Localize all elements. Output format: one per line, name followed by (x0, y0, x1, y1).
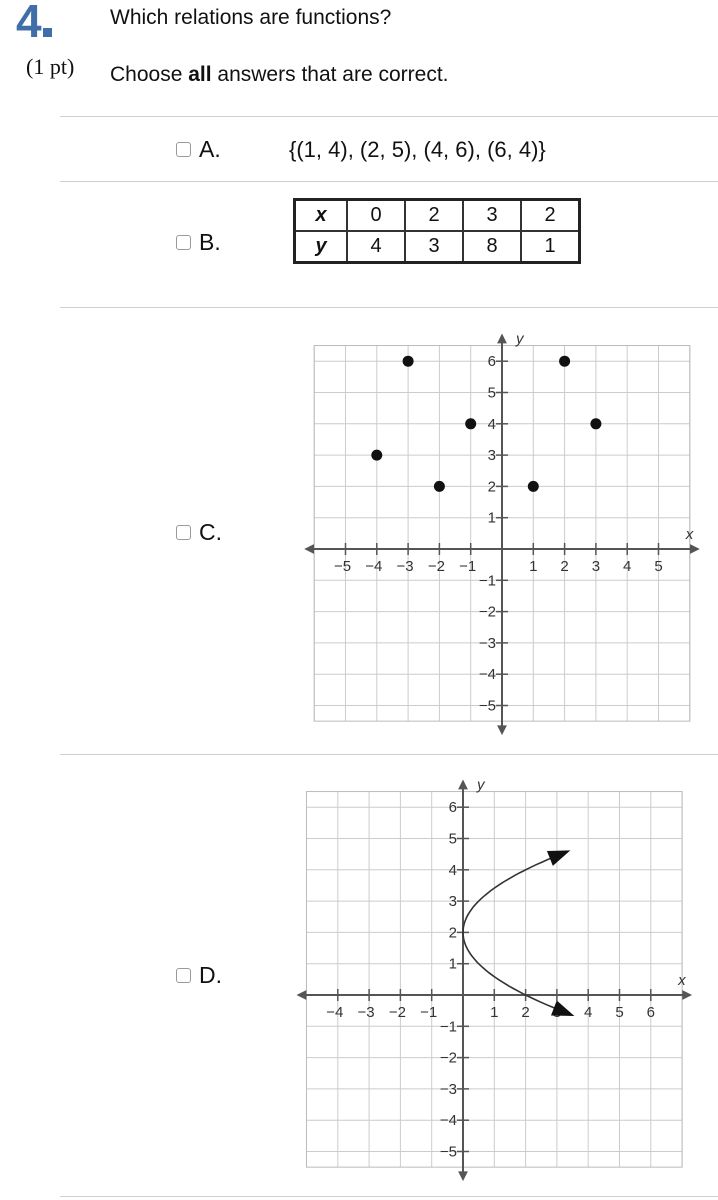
x-tick-label: 1 (529, 558, 538, 575)
x-tick-label: 2 (521, 1004, 530, 1021)
y-tick-label: −5 (478, 697, 496, 715)
option-a-set: {(1, 4), (2, 5), (4, 6), (6, 4)} (289, 137, 546, 162)
x-tick-label: −1 (459, 558, 477, 575)
x-axis-label: x (678, 972, 686, 989)
x-axis-arrow (682, 990, 692, 1000)
x-tick-label: −1 (420, 1004, 438, 1021)
graph-curve (463, 854, 565, 1012)
x-tick-label: −3 (396, 558, 414, 575)
option-c-letter: C. (199, 519, 222, 545)
option-b-letter: B. (199, 229, 221, 255)
x-tick-label: 6 (646, 1004, 655, 1021)
table-cell: 0 (347, 200, 405, 232)
x-tick-label: 4 (584, 1004, 593, 1021)
y-tick-label: 3 (487, 447, 496, 465)
question-text: Which relations are functions? (110, 6, 392, 29)
option-a-letter: A. (199, 136, 221, 162)
x-tick-label: −4 (365, 558, 383, 575)
instruction-bold: all (188, 63, 212, 86)
divider (60, 1196, 718, 1197)
y-tick-label: −2 (439, 1049, 457, 1067)
table-header-y: y (295, 231, 348, 263)
y-axis-arrow (458, 1171, 468, 1181)
y-tick-label: 6 (448, 799, 457, 817)
y-tick-label: −1 (439, 1018, 457, 1036)
y-tick-label: −5 (439, 1143, 457, 1161)
y-tick-label: 5 (448, 830, 457, 848)
table-cell: 8 (463, 231, 521, 263)
table-cell: 2 (405, 200, 463, 232)
y-axis-label: y (516, 330, 524, 348)
y-tick-label: 2 (448, 924, 457, 942)
y-tick-label: −4 (439, 1112, 457, 1130)
y-tick-label: −3 (478, 634, 496, 652)
x-tick-label: −3 (357, 1004, 375, 1021)
y-axis-arrow (458, 780, 468, 790)
curve-arrow (547, 850, 570, 866)
y-tick-label: −1 (478, 572, 496, 590)
y-tick-label: 5 (487, 384, 496, 402)
curve-arrow (551, 1001, 574, 1016)
table-cell: 3 (405, 231, 463, 263)
table-header-x: x (295, 200, 348, 232)
y-tick-label: 3 (448, 893, 457, 911)
y-tick-label: −2 (478, 603, 496, 621)
y-tick-label: 2 (487, 478, 496, 496)
x-axis-label: x (685, 526, 694, 543)
x-tick-label: −4 (326, 1004, 344, 1021)
x-tick-label: −2 (427, 558, 445, 575)
x-axis-arrow (297, 990, 307, 1000)
y-tick-label: 6 (487, 353, 496, 371)
y-tick-label: 4 (448, 861, 457, 879)
x-tick-label: −2 (388, 1004, 406, 1021)
y-tick-label: −3 (439, 1080, 457, 1098)
table-cell: 4 (347, 231, 405, 263)
question-number: 4 (16, 0, 52, 42)
x-tick-label: 4 (623, 558, 632, 575)
x-tick-label: 2 (560, 558, 569, 575)
y-tick-label: −4 (478, 666, 496, 684)
table-cell: 3 (463, 200, 521, 232)
x-tick-label: −5 (333, 558, 352, 575)
y-tick-label: 1 (487, 509, 496, 527)
table-cell: 2 (521, 200, 580, 232)
instruction: Choose all answers that are correct. (110, 63, 449, 86)
question-points: (1 pt) (26, 54, 75, 79)
table-cell: 1 (521, 231, 580, 263)
x-tick-label: 5 (615, 1004, 624, 1021)
option-d-letter: D. (199, 962, 222, 988)
y-tick-label: 4 (487, 415, 496, 433)
y-tick-label: 1 (448, 955, 457, 973)
y-axis-label: y (477, 776, 485, 794)
x-tick-label: 5 (654, 558, 663, 575)
x-tick-label: 3 (591, 558, 601, 575)
x-tick-label: 1 (490, 1004, 499, 1021)
